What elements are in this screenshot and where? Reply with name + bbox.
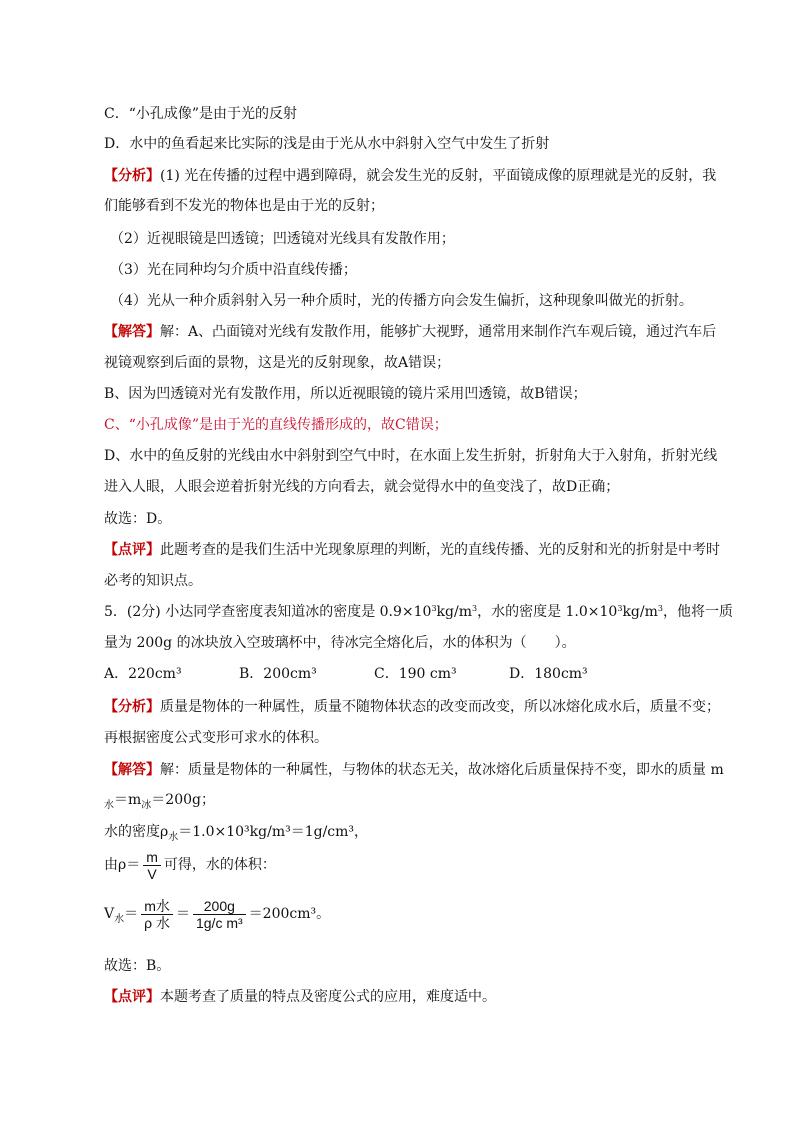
density-fraction: $\frac{m}{V}$: [143, 849, 161, 882]
volume-fraction-2: $\frac{200g}{\text{1g/c m³}}$: [193, 898, 246, 931]
option-b: B．200cm³: [239, 666, 317, 682]
analysis-4-line-3: （2）近视眼镜是凹透镜；凹透镜对光线具有发散作用；: [110, 231, 455, 247]
solution-4-line-1: 【解答】解：A、凸面镜对光线有发散作用，能够扩大视野，通常用来制作汽车观后镜，通过汽车后: [104, 324, 717, 340]
solution-5-line-4: 由ρ＝ $\frac{m}{V}$ 可得，水的体积：: [104, 848, 276, 882]
analysis-4-line-1: 【分析】(1) 光在传播的过程中遇到障碍，就会发生光的反射，平面镜成像的原理就是光的反射，我: [104, 168, 717, 184]
question-5-options: [104, 664, 724, 684]
question-5-line-1: 5．(2分) 小达同学查密度表知道冰的密度是 $0.9\times 10^3kg/m^3$，水的密度是 $1.0\times 10^3kg/m^3$，他将一质: [104, 604, 733, 620]
option-c: C．“小孔成像”是由于光的反射: [104, 106, 298, 122]
comment-5-line-1: 【点评】本题考查了质量的特点及密度公式的应用，难度适中。: [104, 989, 496, 1005]
volume-fraction-1: $\frac{\text{m水}}{\text{ρ 水}}$: [141, 898, 173, 931]
comment-label: 【点评】: [104, 989, 160, 1005]
solution-4-choice: 故选：D。: [104, 511, 172, 527]
solution-4-line-2: 视镜观察到后面的景物，这是光的反射现象，故A错误；: [104, 355, 451, 371]
analysis-4-line-5: （4）光从一种介质斜射入另一种介质时，光的传播方向会发生偏折，这种现象叫做光的折射。: [110, 293, 693, 309]
question-5-line-2: 量为 200g 的冰块放入空玻璃杯中，待冰完全熔化后，水的体积为（ ）。: [104, 635, 576, 651]
analysis-4-line-4: （3）光在同种均匀介质中沿直线传播；: [110, 262, 357, 278]
option-d: D．水中的鱼看起来比实际的浅是由于光从水中斜射入空气中发生了折射: [104, 136, 550, 152]
solution-label: 【解答】: [104, 324, 160, 340]
analysis-4-line-2: 们能够看到不发光的物体也是由于光的反射；: [104, 198, 384, 214]
option-d: D．180cm³: [509, 666, 588, 682]
solution-label: 【解答】: [104, 762, 160, 778]
option-c: C．190 cm³: [374, 666, 457, 682]
analysis-5-line-2: 再根据密度公式变形可求水的体积。: [104, 730, 328, 746]
solution-4-line-5: D、水中的鱼反射的光线由水中斜射到空气中时，在水面上发生折射，折射角大于入射角，折射光线: [104, 448, 718, 464]
option-a: A．220cm³: [104, 666, 182, 682]
solution-4-line-4: C、“小孔成像”是由于光的直线传播形成的，故C错误；: [104, 417, 448, 433]
solution-4-line-3: B、因为凹透镜对光有发散作用，所以近视眼镜的镜片采用凹透镜，故B错误；: [104, 386, 587, 402]
solution-5-line-3: 水的密度$\rho_水=1.0\times 10^3kg/m^3=1g$/cm³，: [104, 824, 369, 843]
solution-5-line-5: $V_水=$ $\frac{\text{m水}}{\text{ρ 水}}$ ＝ $\frac{200g}{\text{1g/c m³}}$ ＝200cm³。: [104, 897, 331, 931]
solution-5-line-2: $_水=m_冰=200g$；: [104, 792, 215, 811]
comment-label: 【点评】: [104, 542, 160, 558]
comment-4-line-1: 【点评】此题考查的是我们生活中光现象原理的判断，光的直线传播、光的反射和光的折射是中考时: [104, 542, 720, 558]
solution-4-line-6: 进入人眼，人眼会逆着折射光线的方向看去，就会觉得水中的鱼变浅了，故D正确；: [104, 479, 620, 495]
analysis-5-line-1: 【分析】质量是物体的一种属性，质量不随物体状态的改变而改变，所以冰熔化成水后，质量不变；: [104, 699, 720, 715]
analysis-label: 【分析】: [104, 168, 160, 184]
analysis-label: 【分析】: [104, 699, 160, 715]
solution-5-line-1: 【解答】解：质量是物体的一种属性，与物体的状态无关，故冰熔化后质量保持不变，即水的质量 m: [104, 762, 724, 778]
comment-4-line-2: 必考的知识点。: [104, 573, 202, 589]
solution-5-choice: 故选：B。: [104, 958, 171, 974]
